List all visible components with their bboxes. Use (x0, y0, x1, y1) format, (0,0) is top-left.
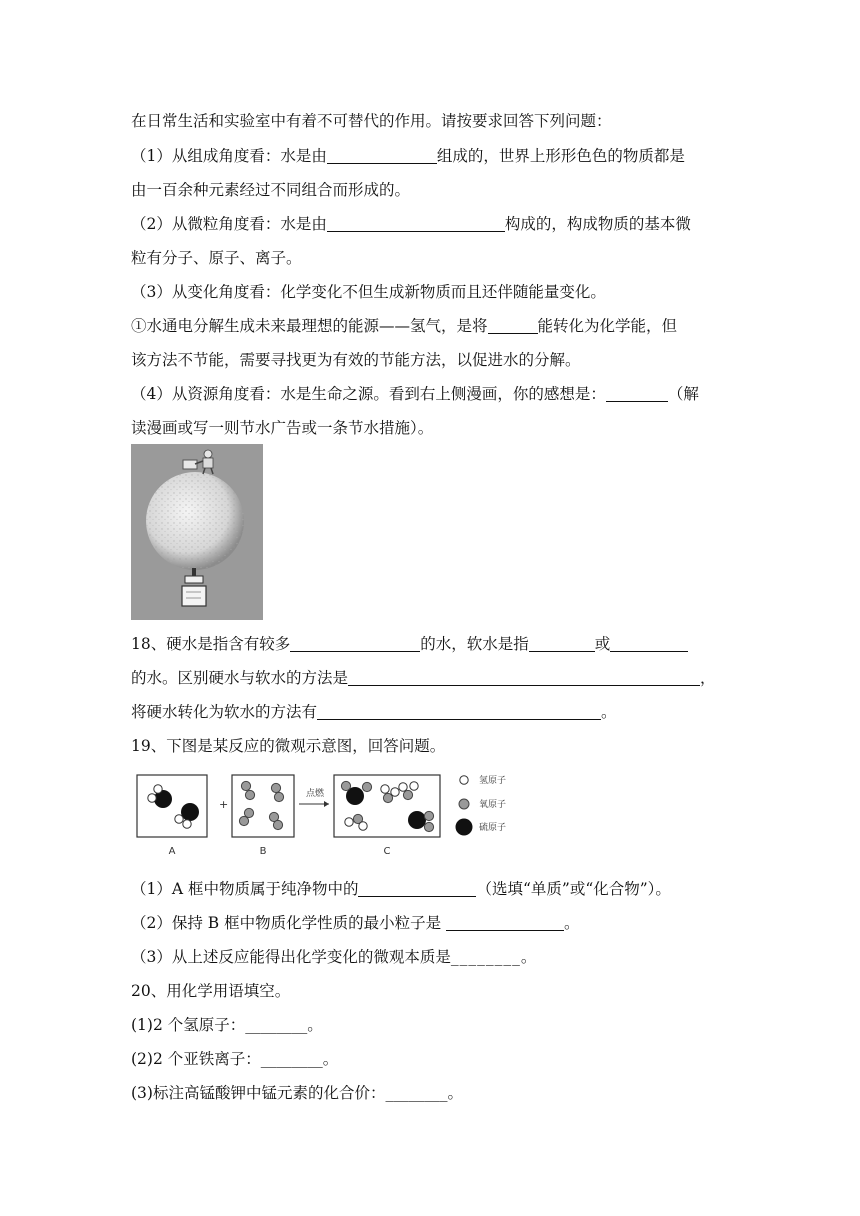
legend-sulfur-icon (456, 819, 473, 836)
globe-faucet-illustration (131, 444, 263, 620)
answer-blank[interactable] (488, 317, 538, 334)
oxygen-atom (274, 792, 283, 801)
question-17-3-1-cont: 该方法不节能，需要寻找更为有效的节能方法，以促进水的分解。 (131, 351, 581, 369)
hydrogen-atom (175, 815, 183, 823)
hydrogen-atom (410, 782, 418, 790)
person-head (204, 450, 212, 458)
oxygen-atom (424, 811, 433, 820)
sulfur-atom (408, 811, 426, 829)
question-19-1: （1）A 框中物质属于纯净物中的 （选填“单质”或“化合物”）。 (131, 880, 671, 898)
oxygen-atom (424, 822, 433, 831)
answer-blank[interactable]: ________ (450, 948, 521, 966)
oxygen-atom (271, 783, 280, 792)
legend-sulfur-label: 硫原子 (479, 823, 507, 833)
answer-blank[interactable] (327, 215, 505, 232)
label-c: C (383, 846, 391, 857)
answer-blank[interactable] (610, 635, 688, 652)
plus-sign: + (219, 798, 229, 811)
legend-hydrogen-icon (460, 776, 468, 784)
oxygen-atom (403, 790, 412, 799)
intro-line: 在日常生活和实验室中有着不可替代的作用。请按要求回答下列问题： (131, 112, 612, 130)
question-20-1: (1)2 个氢原子：________。 (131, 1016, 323, 1034)
oxygen-atom (341, 781, 350, 790)
label-b: B (259, 846, 267, 857)
hydrogen-atom (359, 822, 367, 830)
oxygen-atom (273, 820, 282, 829)
question-17-2-cont: 粒有分子、原子、离子。 (131, 249, 302, 267)
question-17-2: （2）从微粒角度看：水是由 构成的，构成物质的基本微 (131, 215, 691, 233)
oxygen-atom (362, 782, 371, 791)
question-19: 19、下图是某反应的微观示意图，回答问题。 (131, 737, 446, 755)
hydrogen-atom (345, 818, 353, 826)
answer-blank[interactable]: ________ (385, 1084, 448, 1102)
oxygen-atom (239, 816, 248, 825)
answer-blank[interactable] (606, 385, 668, 402)
question-18: 18、硬水是指含有较多 的水，软水是指 或 (131, 633, 688, 655)
legend-oxygen-icon (459, 799, 469, 809)
answer-blank[interactable] (327, 147, 437, 164)
oxygen-atom (241, 781, 250, 790)
cup-shape (182, 586, 206, 606)
ignite-label: 点燃 (305, 789, 325, 799)
answer-blank[interactable] (290, 635, 420, 652)
oxygen-atom (245, 790, 254, 799)
water-saving-comic-image (131, 444, 263, 620)
answer-blank[interactable]: ________ (260, 1050, 323, 1068)
question-17-1: （1）从组成角度看：水是由 组成的，世界上形形色色的物质都是 (131, 147, 685, 165)
hydrogen-atom (183, 820, 191, 828)
hydrogen-atom (381, 785, 389, 793)
question-17-3-1: ①水通电分解生成未来最理想的能源——氢气，是将 能转化为化学能，但 (131, 317, 678, 335)
oxygen-atom (244, 808, 253, 817)
answer-blank[interactable]: ________ (245, 1016, 308, 1034)
answer-blank[interactable] (446, 914, 564, 931)
question-19-2: （2）保持 B 框中物质化学性质的最小粒子是 。 (131, 914, 580, 932)
question-17-1-cont: 由一百余种元素经过不同组合而形成的。 (131, 181, 411, 199)
hydrogen-atom (391, 788, 399, 796)
hydrogen-atom (148, 794, 156, 802)
answer-blank[interactable] (529, 635, 595, 652)
sulfur-atom (181, 803, 199, 821)
label-a: A (168, 846, 176, 857)
question-17-3: （3）从变化角度看：化学变化不但生成新物质而且还伴随能量变化。 (131, 283, 606, 301)
question-17-4: （4）从资源角度看：水是生命之源。看到右上侧漫画，你的感想是： （解 (131, 385, 699, 403)
legend-hydrogen-label: 氢原子 (479, 776, 507, 786)
question-20-2: (2)2 个亚铁离子：________。 (131, 1050, 339, 1068)
question-17-4-cont: 读漫画或写一则节水广告或一条节水措施）。 (131, 419, 434, 437)
answer-blank[interactable] (358, 880, 476, 897)
answer-blank[interactable] (317, 703, 601, 720)
hydrogen-atom (154, 785, 162, 793)
question-20: 20、用化学用语填空。 (131, 982, 291, 1000)
question-18-cont: 的水。区别硬水与软水的方法是 ， (131, 669, 716, 687)
question-18-cont2: 将硬水转化为软水的方法有 。 (131, 703, 617, 721)
answer-blank[interactable] (348, 669, 700, 686)
bucket-shape (183, 460, 197, 469)
hydrogen-atom (399, 783, 407, 791)
question-20-3: (3)标注高锰酸钾中锰元素的化合价：________。 (131, 1084, 463, 1102)
reaction-micro-diagram (131, 770, 561, 860)
legend-oxygen-label: 氧原子 (479, 800, 507, 810)
question-19-3: （3）从上述反应能得出化学变化的微观本质是________。 (131, 948, 537, 966)
